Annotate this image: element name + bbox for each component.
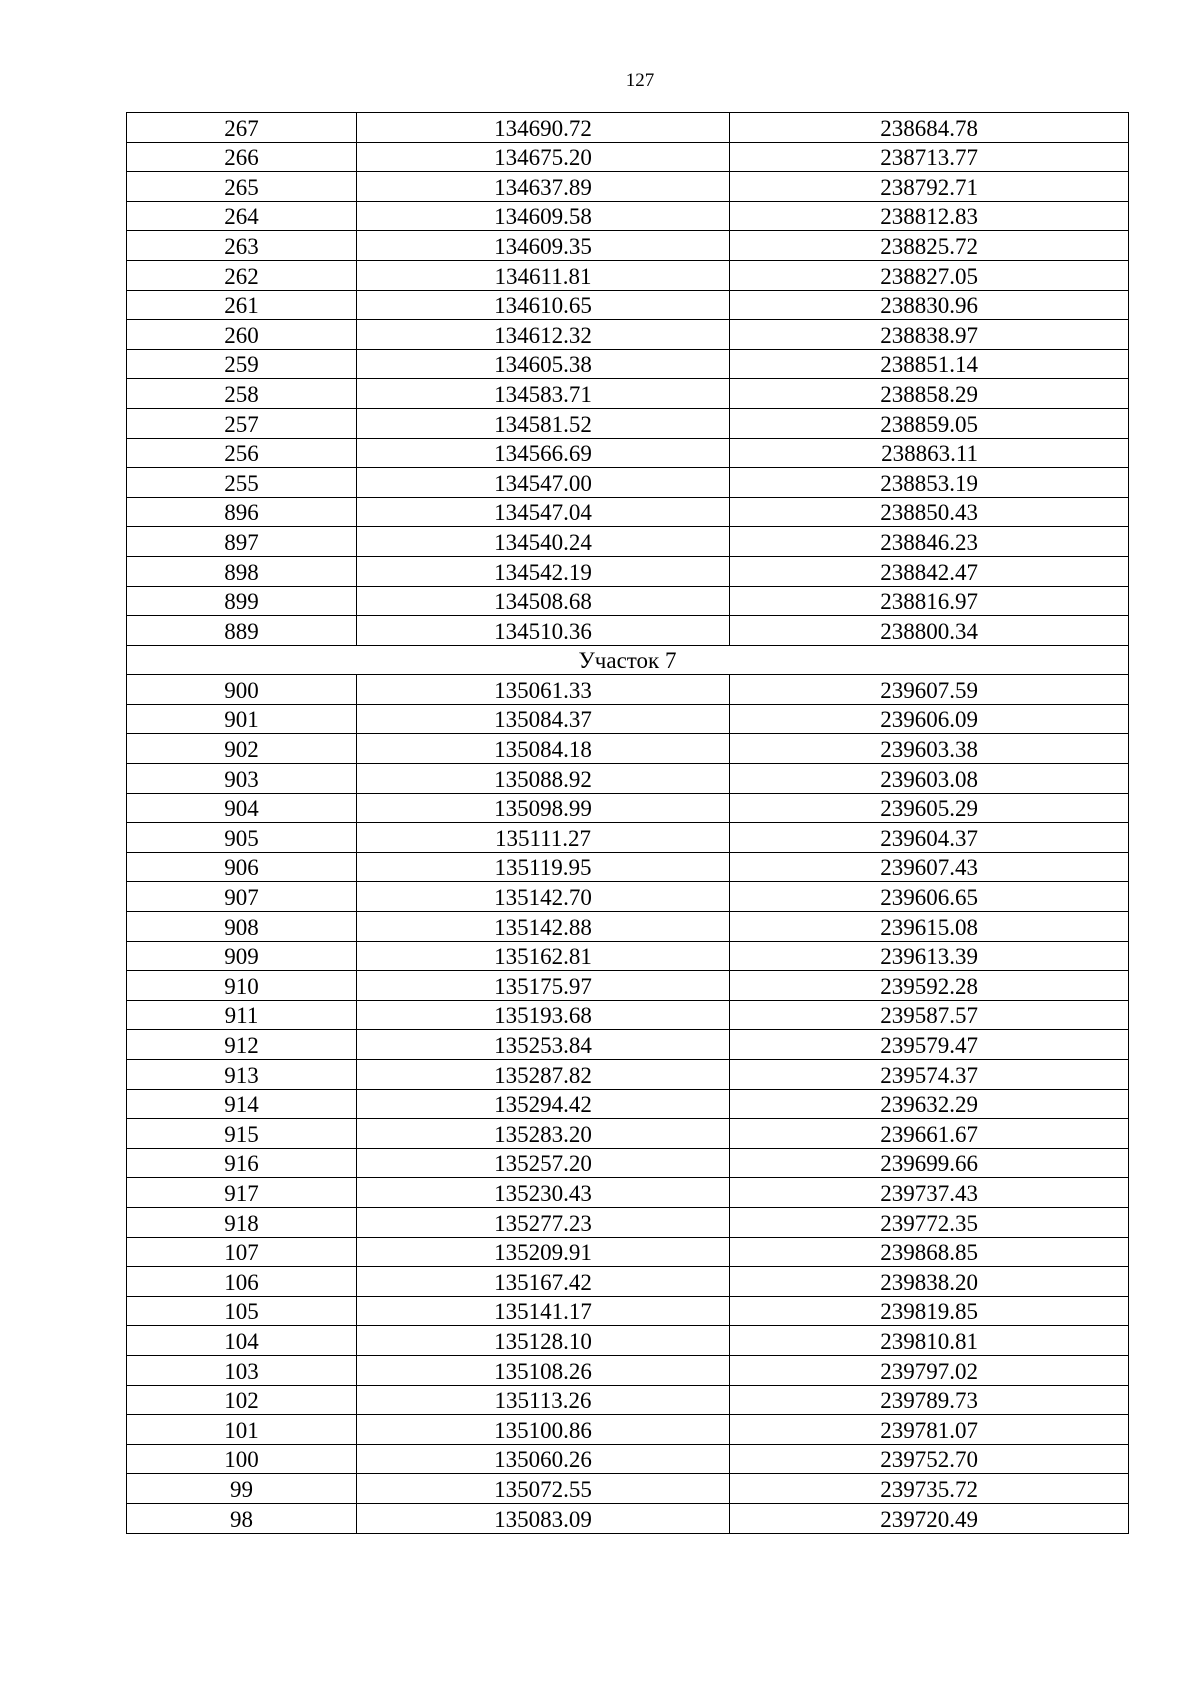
- table-row: [127, 290, 1129, 320]
- x-coordinate-cell: 135230.43: [357, 1178, 730, 1208]
- table-row: [127, 113, 1129, 143]
- page-number: 127: [625, 70, 655, 91]
- coordinates-table: [126, 112, 1129, 1534]
- y-coordinate-cell: 239607.59: [730, 675, 1129, 705]
- y-coordinate-cell: 239752.70: [730, 1444, 1129, 1474]
- table-row: [127, 852, 1129, 882]
- x-coordinate-cell: 134542.19: [357, 556, 730, 586]
- y-coordinate-cell: 239735.72: [730, 1474, 1129, 1504]
- point-number-cell: 267: [127, 113, 357, 143]
- point-number-cell: 918: [127, 1207, 357, 1237]
- point-number-cell: 262: [127, 260, 357, 290]
- x-coordinate-cell: 135257.20: [357, 1148, 730, 1178]
- table-row: [127, 1148, 1129, 1178]
- x-coordinate-cell: 135209.91: [357, 1237, 730, 1267]
- y-coordinate-cell: 238713.77: [730, 142, 1129, 172]
- y-coordinate-cell: 239613.39: [730, 941, 1129, 971]
- point-number-cell: 909: [127, 941, 357, 971]
- table-row: [127, 1089, 1129, 1119]
- y-coordinate-cell: 238859.05: [730, 408, 1129, 438]
- point-number-cell: 901: [127, 704, 357, 734]
- y-coordinate-cell: 239606.09: [730, 704, 1129, 734]
- x-coordinate-cell: 135283.20: [357, 1119, 730, 1149]
- y-coordinate-cell: 239868.85: [730, 1237, 1129, 1267]
- point-number-cell: 258: [127, 379, 357, 409]
- y-coordinate-cell: 239632.29: [730, 1089, 1129, 1119]
- x-coordinate-cell: 134583.71: [357, 379, 730, 409]
- table-row: [127, 320, 1129, 350]
- table-row: [127, 882, 1129, 912]
- point-number-cell: 900: [127, 675, 357, 705]
- y-coordinate-cell: 239604.37: [730, 823, 1129, 853]
- y-coordinate-cell: 238792.71: [730, 172, 1129, 202]
- table-row: [127, 734, 1129, 764]
- y-coordinate-cell: 238846.23: [730, 527, 1129, 557]
- y-coordinate-cell: 239587.57: [730, 1000, 1129, 1030]
- table-row: [127, 1207, 1129, 1237]
- y-coordinate-cell: 238816.97: [730, 586, 1129, 616]
- point-number-cell: 264: [127, 201, 357, 231]
- y-coordinate-cell: 239661.67: [730, 1119, 1129, 1149]
- point-number-cell: 902: [127, 734, 357, 764]
- point-number-cell: 911: [127, 1000, 357, 1030]
- x-coordinate-cell: 134547.00: [357, 468, 730, 498]
- table-row: [127, 349, 1129, 379]
- table-row: [127, 675, 1129, 705]
- point-number-cell: 257: [127, 408, 357, 438]
- coordinates-table-body: [127, 113, 1129, 1534]
- x-coordinate-cell: 135162.81: [357, 941, 730, 971]
- y-coordinate-cell: 238842.47: [730, 556, 1129, 586]
- point-number-cell: 100: [127, 1444, 357, 1474]
- x-coordinate-cell: 134566.69: [357, 438, 730, 468]
- point-number-cell: 101: [127, 1415, 357, 1445]
- x-coordinate-cell: 135167.42: [357, 1267, 730, 1297]
- x-coordinate-cell: 134605.38: [357, 349, 730, 379]
- y-coordinate-cell: 238858.29: [730, 379, 1129, 409]
- x-coordinate-cell: 134510.36: [357, 616, 730, 646]
- point-number-cell: 265: [127, 172, 357, 202]
- x-coordinate-cell: 134581.52: [357, 408, 730, 438]
- point-number-cell: 104: [127, 1326, 357, 1356]
- table-row: [127, 793, 1129, 823]
- point-number-cell: 904: [127, 793, 357, 823]
- table-row: [127, 1267, 1129, 1297]
- table-row: [127, 1296, 1129, 1326]
- x-coordinate-cell: 135141.17: [357, 1296, 730, 1326]
- x-coordinate-cell: 135128.10: [357, 1326, 730, 1356]
- y-coordinate-cell: 238850.43: [730, 497, 1129, 527]
- x-coordinate-cell: 134690.72: [357, 113, 730, 143]
- y-coordinate-cell: 238863.11: [730, 438, 1129, 468]
- y-coordinate-cell: 239772.35: [730, 1207, 1129, 1237]
- y-coordinate-cell: 239797.02: [730, 1355, 1129, 1385]
- table-row: [127, 527, 1129, 557]
- x-coordinate-cell: 135253.84: [357, 1030, 730, 1060]
- y-coordinate-cell: 239574.37: [730, 1060, 1129, 1090]
- table-row: [127, 1178, 1129, 1208]
- point-number-cell: 908: [127, 912, 357, 942]
- y-coordinate-cell: 239606.65: [730, 882, 1129, 912]
- point-number-cell: 913: [127, 1060, 357, 1090]
- point-number-cell: 98: [127, 1503, 357, 1533]
- x-coordinate-cell: 135142.70: [357, 882, 730, 912]
- x-coordinate-cell: 135088.92: [357, 764, 730, 794]
- table-row: [127, 438, 1129, 468]
- y-coordinate-cell: 239838.20: [730, 1267, 1129, 1297]
- point-number-cell: 261: [127, 290, 357, 320]
- x-coordinate-cell: 134612.32: [357, 320, 730, 350]
- point-number-cell: 917: [127, 1178, 357, 1208]
- point-number-cell: 889: [127, 616, 357, 646]
- table-row: [127, 1030, 1129, 1060]
- y-coordinate-cell: 238800.34: [730, 616, 1129, 646]
- x-coordinate-cell: 135287.82: [357, 1060, 730, 1090]
- table-row: [127, 142, 1129, 172]
- table-row: [127, 1415, 1129, 1445]
- x-coordinate-cell: 135119.95: [357, 852, 730, 882]
- point-number-cell: 263: [127, 231, 357, 261]
- y-coordinate-cell: 239781.07: [730, 1415, 1129, 1445]
- table-row: [127, 971, 1129, 1001]
- y-coordinate-cell: 239603.08: [730, 764, 1129, 794]
- x-coordinate-cell: 135294.42: [357, 1089, 730, 1119]
- x-coordinate-cell: 135083.09: [357, 1503, 730, 1533]
- point-number-cell: 903: [127, 764, 357, 794]
- x-coordinate-cell: 134540.24: [357, 527, 730, 557]
- y-coordinate-cell: 238812.83: [730, 201, 1129, 231]
- y-coordinate-cell: 238830.96: [730, 290, 1129, 320]
- point-number-cell: 914: [127, 1089, 357, 1119]
- x-coordinate-cell: 135277.23: [357, 1207, 730, 1237]
- table-row: [127, 1326, 1129, 1356]
- table-row: [127, 1119, 1129, 1149]
- x-coordinate-cell: 135108.26: [357, 1355, 730, 1385]
- x-coordinate-cell: 134508.68: [357, 586, 730, 616]
- table-row: [127, 912, 1129, 942]
- table-row: [127, 704, 1129, 734]
- point-number-cell: 897: [127, 527, 357, 557]
- y-coordinate-cell: 239810.81: [730, 1326, 1129, 1356]
- x-coordinate-cell: 135084.18: [357, 734, 730, 764]
- table-row: [127, 201, 1129, 231]
- y-coordinate-cell: 238851.14: [730, 349, 1129, 379]
- y-coordinate-cell: 238825.72: [730, 231, 1129, 261]
- point-number-cell: 105: [127, 1296, 357, 1326]
- point-number-cell: 898: [127, 556, 357, 586]
- table-row: [127, 468, 1129, 498]
- y-coordinate-cell: 239605.29: [730, 793, 1129, 823]
- y-coordinate-cell: 239737.43: [730, 1178, 1129, 1208]
- y-coordinate-cell: 238853.19: [730, 468, 1129, 498]
- x-coordinate-cell: 135193.68: [357, 1000, 730, 1030]
- point-number-cell: 912: [127, 1030, 357, 1060]
- x-coordinate-cell: 135100.86: [357, 1415, 730, 1445]
- section-title: Участок 7: [127, 645, 1129, 675]
- y-coordinate-cell: 239603.38: [730, 734, 1129, 764]
- x-coordinate-cell: 134609.58: [357, 201, 730, 231]
- point-number-cell: 896: [127, 497, 357, 527]
- x-coordinate-cell: 135175.97: [357, 971, 730, 1001]
- point-number-cell: 915: [127, 1119, 357, 1149]
- table-row: [127, 1237, 1129, 1267]
- x-coordinate-cell: 134609.35: [357, 231, 730, 261]
- point-number-cell: 899: [127, 586, 357, 616]
- section-header-row: [127, 645, 1129, 675]
- table-row: [127, 586, 1129, 616]
- table-row: [127, 823, 1129, 853]
- point-number-cell: 266: [127, 142, 357, 172]
- table-row: [127, 1503, 1129, 1533]
- y-coordinate-cell: 238827.05: [730, 260, 1129, 290]
- point-number-cell: 255: [127, 468, 357, 498]
- y-coordinate-cell: 239615.08: [730, 912, 1129, 942]
- table-row: [127, 556, 1129, 586]
- point-number-cell: 106: [127, 1267, 357, 1297]
- x-coordinate-cell: 135060.26: [357, 1444, 730, 1474]
- table-row: [127, 231, 1129, 261]
- y-coordinate-cell: 239592.28: [730, 971, 1129, 1001]
- x-coordinate-cell: 134637.89: [357, 172, 730, 202]
- y-coordinate-cell: 238838.97: [730, 320, 1129, 350]
- table-row: [127, 1000, 1129, 1030]
- table-row: [127, 764, 1129, 794]
- y-coordinate-cell: 239789.73: [730, 1385, 1129, 1415]
- table-row: [127, 1474, 1129, 1504]
- x-coordinate-cell: 134610.65: [357, 290, 730, 320]
- point-number-cell: 907: [127, 882, 357, 912]
- x-coordinate-cell: 135061.33: [357, 675, 730, 705]
- y-coordinate-cell: 239579.47: [730, 1030, 1129, 1060]
- x-coordinate-cell: 135072.55: [357, 1474, 730, 1504]
- table-row: [127, 379, 1129, 409]
- table-row: [127, 941, 1129, 971]
- table-row: [127, 616, 1129, 646]
- table-row: [127, 172, 1129, 202]
- y-coordinate-cell: 239819.85: [730, 1296, 1129, 1326]
- table-row: [127, 260, 1129, 290]
- x-coordinate-cell: 135142.88: [357, 912, 730, 942]
- point-number-cell: 103: [127, 1355, 357, 1385]
- point-number-cell: 260: [127, 320, 357, 350]
- y-coordinate-cell: 239607.43: [730, 852, 1129, 882]
- table-row: [127, 497, 1129, 527]
- point-number-cell: 910: [127, 971, 357, 1001]
- x-coordinate-cell: 135084.37: [357, 704, 730, 734]
- point-number-cell: 906: [127, 852, 357, 882]
- point-number-cell: 102: [127, 1385, 357, 1415]
- y-coordinate-cell: 238684.78: [730, 113, 1129, 143]
- table-row: [127, 1060, 1129, 1090]
- table-row: [127, 1385, 1129, 1415]
- point-number-cell: 99: [127, 1474, 357, 1504]
- x-coordinate-cell: 134675.20: [357, 142, 730, 172]
- x-coordinate-cell: 134547.04: [357, 497, 730, 527]
- y-coordinate-cell: 239720.49: [730, 1503, 1129, 1533]
- x-coordinate-cell: 135098.99: [357, 793, 730, 823]
- point-number-cell: 916: [127, 1148, 357, 1178]
- x-coordinate-cell: 135113.26: [357, 1385, 730, 1415]
- point-number-cell: 256: [127, 438, 357, 468]
- point-number-cell: 259: [127, 349, 357, 379]
- y-coordinate-cell: 239699.66: [730, 1148, 1129, 1178]
- point-number-cell: 107: [127, 1237, 357, 1267]
- table-row: [127, 1444, 1129, 1474]
- x-coordinate-cell: 134611.81: [357, 260, 730, 290]
- point-number-cell: 905: [127, 823, 357, 853]
- x-coordinate-cell: 135111.27: [357, 823, 730, 853]
- table-row: [127, 1355, 1129, 1385]
- table-row: [127, 408, 1129, 438]
